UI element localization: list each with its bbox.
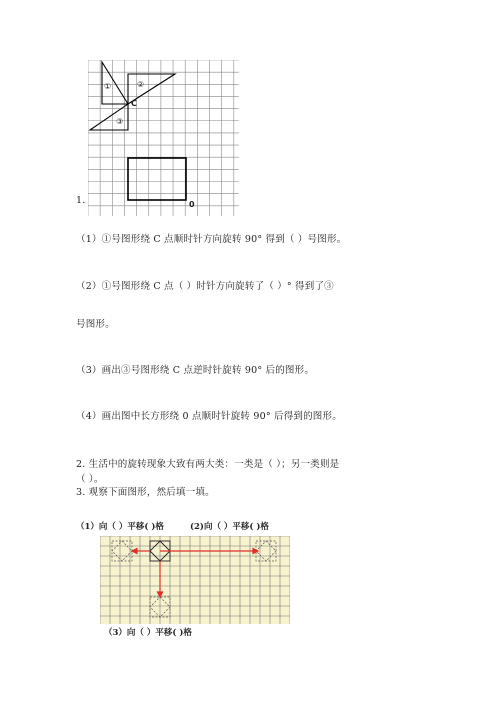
problem-1-q1: （1）①号图形绕 C 点顺时针方向旋转 90° 得到（ ）号图形。	[76, 234, 347, 245]
translation-label-2: (2)向（ ）平移( )格	[190, 522, 269, 532]
problem-1-q2-line2: 号图形。	[76, 319, 115, 330]
problem-2-line1: 2. 生活中的旋转现象大致有两大类：一类是（ ）；另一类则是	[76, 459, 340, 470]
translation-grid-figure	[100, 536, 290, 624]
problem-1-q2-line1: （2）①号图形绕 C 点（ ）时针方向旋转了（ ）° 得到了③	[76, 281, 334, 292]
point-c-label: C	[131, 99, 137, 108]
problem-2-line2: （ ）。	[76, 474, 104, 485]
rotation-grid-figure	[88, 60, 248, 220]
problem-1-q3: （3）画出③号图形绕 C 点逆时针旋转 90° 后的图形。	[76, 365, 315, 376]
problem-3-line1: 3. 观察下面图形，然后填一填。	[76, 487, 215, 498]
point-o-label: 0	[189, 200, 195, 209]
shape-3-label: ③	[116, 117, 124, 126]
shape-2-label: ②	[137, 80, 145, 89]
problem-1-number: 1.	[76, 195, 86, 206]
translation-label-1: （1）向（ ）平移( )格	[76, 522, 164, 532]
translation-label-3: （3）向（ ）平移( )格	[104, 628, 192, 638]
shape-1-label: ①	[104, 82, 112, 91]
problem-1-q4: （4）画出图中长方形绕 0 点顺时针旋转 90° 后得到的图形。	[76, 411, 342, 422]
